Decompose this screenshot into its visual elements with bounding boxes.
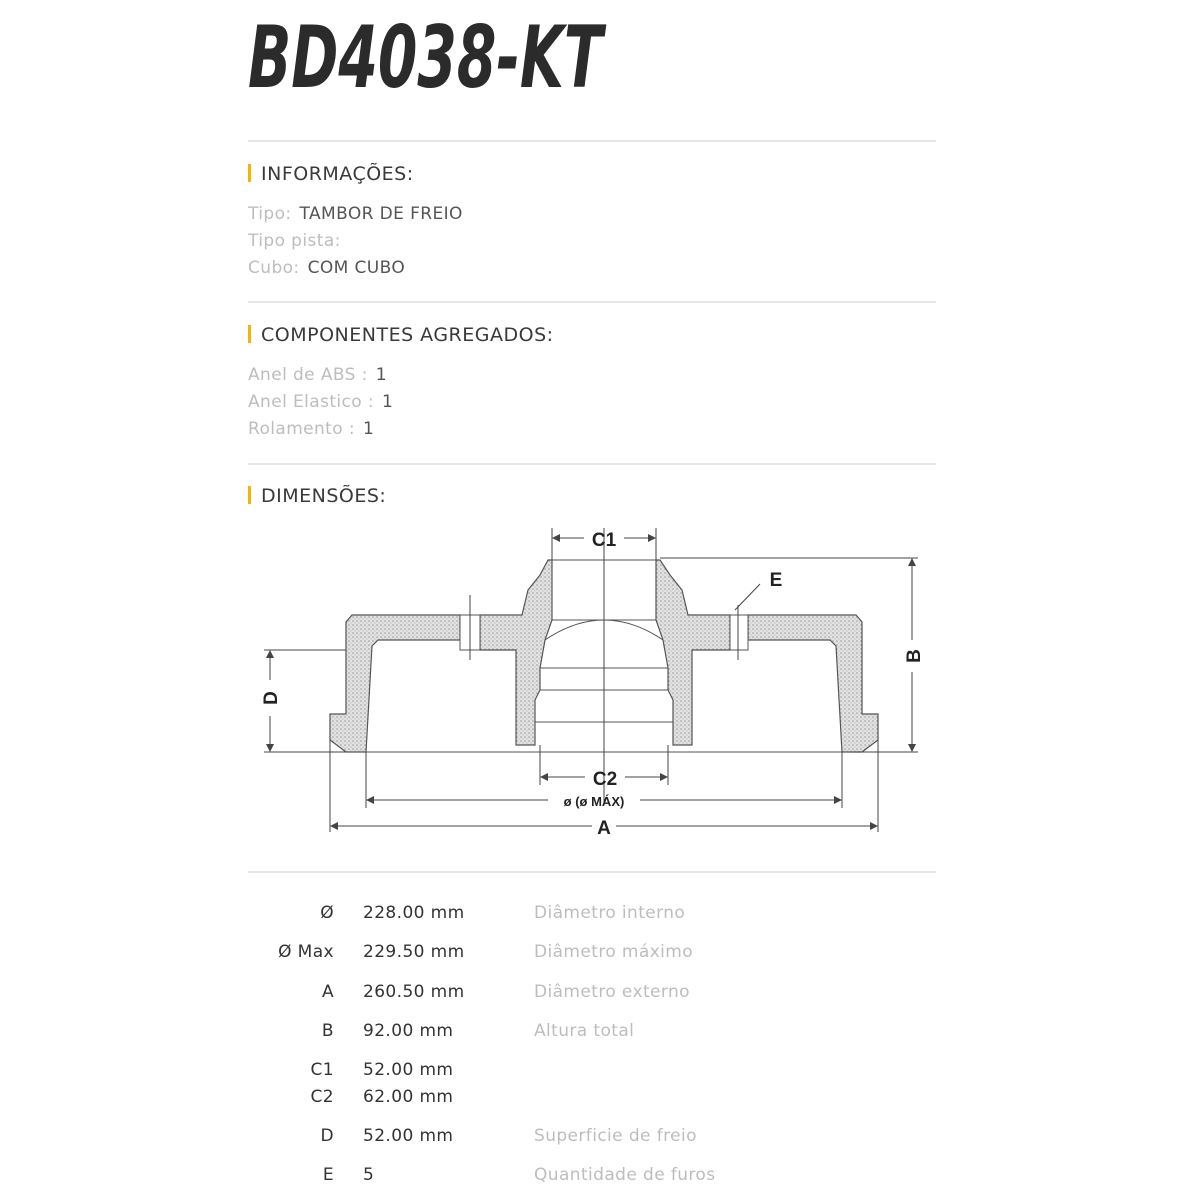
label-c1: C1 [591, 530, 617, 551]
label-a: A [597, 818, 611, 839]
component-label: Rolamento : [248, 419, 355, 439]
dimension-symbol: C1 [310, 1060, 334, 1080]
dimension-value: 52.00 mm [363, 1060, 454, 1080]
dimension-description: Diâmetro máximo [534, 942, 694, 962]
component-value: 1 [362, 419, 375, 439]
component-label: Anel de ABS : [248, 365, 368, 385]
info-value: TAMBOR DE FREIO [299, 204, 463, 224]
dimension-row [248, 1021, 938, 1047]
info-section-title [248, 163, 414, 185]
dimension-row [248, 903, 938, 929]
accent-bar [248, 325, 251, 343]
divider [248, 140, 936, 142]
component-value: 1 [375, 365, 387, 385]
accent-bar [248, 164, 251, 182]
info-row-cubo [248, 258, 405, 278]
dimension-value: 5 [363, 1165, 375, 1185]
info-row-tipo-pista [248, 231, 349, 251]
dimension-description: Quantidade de furos [534, 1165, 716, 1185]
info-label: Tipo: [248, 204, 292, 224]
dimension-symbol: Ø [320, 903, 334, 923]
dimension-description: Altura total [534, 1021, 635, 1041]
components-section-title [248, 324, 554, 346]
info-value: COM CUBO [307, 258, 406, 278]
info-label: Tipo pista: [248, 231, 341, 251]
dimension-symbol: D [320, 1126, 334, 1146]
component-value: 1 [382, 392, 394, 412]
component-label: Anel Elastico : [248, 392, 374, 412]
accent-bar [248, 486, 251, 504]
dimensions-title-text: DIMENSÕES: [261, 485, 387, 507]
dimension-row [248, 1060, 938, 1086]
dimension-value: 228.00 mm [363, 903, 465, 923]
component-row-anel [248, 392, 393, 412]
label-dia-max: ø (ø MÁX) [563, 794, 625, 809]
label-c2: C2 [592, 769, 618, 790]
dimension-row [248, 1126, 938, 1152]
dimension-symbol: B [321, 1021, 334, 1041]
dimension-value: 260.50 mm [363, 982, 465, 1002]
components-title-text: COMPONENTES AGREGADOS: [261, 324, 554, 346]
dimension-value: 52.00 mm [363, 1126, 454, 1146]
divider [248, 463, 936, 465]
component-row-abs [248, 365, 387, 385]
dimension-description: Diâmetro externo [534, 982, 690, 1002]
label-b: B [904, 649, 925, 663]
dimensions-section-title [248, 485, 386, 507]
label-d: D [261, 691, 282, 705]
dimension-symbol: C2 [310, 1087, 334, 1107]
center-line [470, 528, 738, 805]
info-row-tipo [248, 204, 463, 224]
divider [248, 871, 936, 873]
dimension-row [248, 942, 938, 968]
dimension-description: Diâmetro interno [534, 903, 686, 923]
dimension-value: 229.50 mm [363, 942, 465, 962]
dimension-row [248, 982, 938, 1008]
brake-drum-drawing [250, 520, 940, 850]
label-e: E [769, 570, 783, 591]
dimension-description: Superficie de freio [534, 1126, 697, 1146]
dimension-symbol: E [322, 1165, 334, 1185]
dimension-value: 62.00 mm [363, 1087, 454, 1107]
dimension-value: 92.00 mm [363, 1021, 454, 1041]
info-title-text: INFORMAÇÕES: [261, 163, 414, 185]
info-label: Cubo: [248, 258, 300, 278]
dimension-symbol: A [321, 982, 334, 1002]
dimension-row [248, 1087, 938, 1113]
product-code: BD4038-KT [248, 8, 603, 108]
dimension-symbol: Ø Max [278, 942, 334, 962]
component-row-rolamento [248, 419, 374, 439]
divider [248, 301, 936, 303]
dimension-row [248, 1165, 938, 1191]
